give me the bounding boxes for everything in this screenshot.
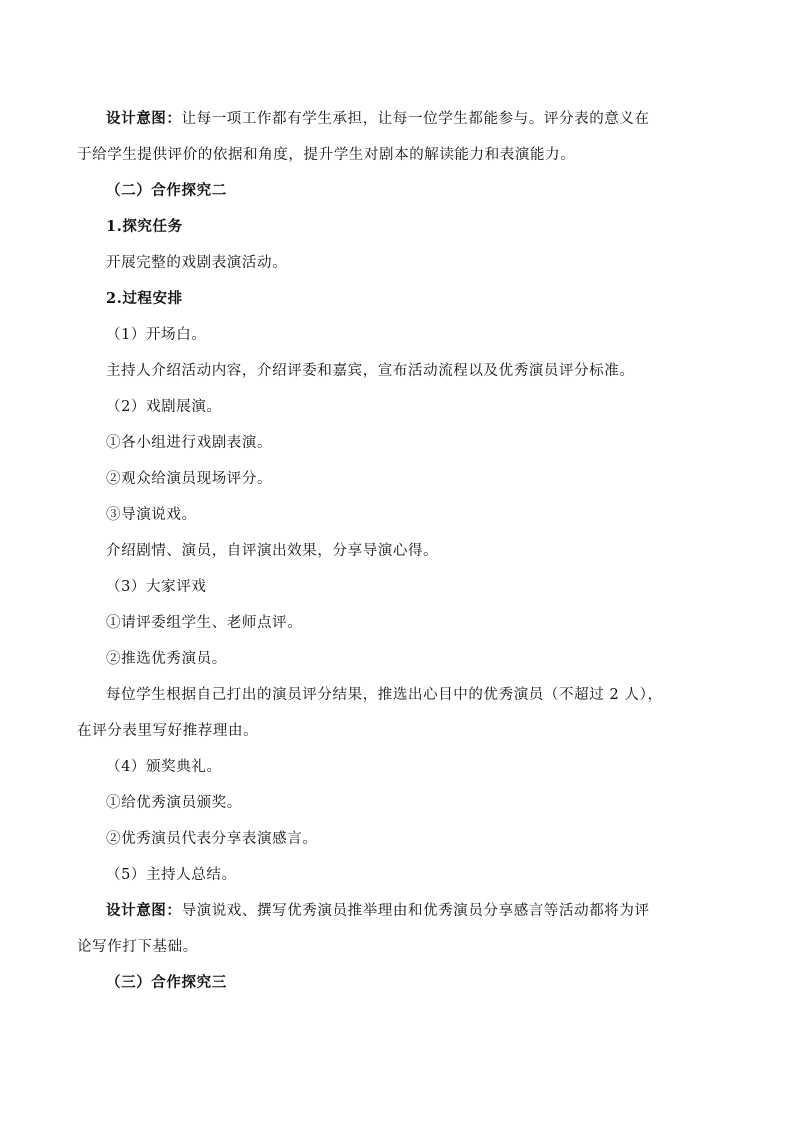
design-intent-label: 设计意图： <box>106 110 182 127</box>
design-intent-paragraph-2-continued: 论写作打下基础。 <box>77 939 198 955</box>
step-4: （4）颁奖典礼。 <box>106 759 222 775</box>
design-intent-text: 让每一项工作都有学生承担，让每一位学生都能参与。评分表的意义在 <box>181 111 650 127</box>
step-2-item-1: ①各小组进行戏剧表演。 <box>106 435 273 451</box>
step-1: （1）开场白。 <box>106 327 207 343</box>
step-2-item-3: ③导演说戏。 <box>106 507 197 523</box>
design-intent-label-2: 设计意图： <box>106 902 182 919</box>
section-heading-3: （三）合作探究三 <box>106 974 227 991</box>
design-intent-paragraph-2 <box>106 901 746 921</box>
section-heading-2: （二）合作探究二 <box>106 182 227 199</box>
step-5: （5）主持人总结。 <box>106 867 237 883</box>
subheading-task: 1.探究任务 <box>106 218 183 235</box>
task-text: 开展完整的戏剧表演活动。 <box>106 255 288 271</box>
step-3-item-2-text: 每位学生根据自己打出的演员评分结果，推选出心目中的优秀演员（不超过 2 人）， <box>106 687 663 703</box>
step-1-text: 主持人介绍活动内容，介绍评委和嘉宾，宣布活动流程以及优秀演员评分标准。 <box>106 363 635 379</box>
step-4-item-1: ①给优秀演员颁奖。 <box>106 795 242 811</box>
step-4-item-2: ②优秀演员代表分享表演感言。 <box>106 831 318 847</box>
step-3: （3）大家评戏 <box>106 579 207 595</box>
step-3-item-2: ②推选优秀演员。 <box>106 651 227 667</box>
subheading-process: 2.过程安排 <box>106 290 183 307</box>
design-intent-paragraph-1-continued: 于给学生提供评价的依据和角度，提升学生对剧本的解读能力和表演能力。 <box>77 147 576 163</box>
step-2-item-3-text: 介绍剧情、演员，自评演出效果，分享导演心得。 <box>106 543 439 559</box>
step-2-item-2: ②观众给演员现场评分。 <box>106 471 273 487</box>
step-3-item-2-text-continued: 在评分表里写好推荐理由。 <box>77 723 259 739</box>
design-intent-paragraph-1 <box>106 109 746 129</box>
step-3-item-1: ①请评委组学生、老师点评。 <box>106 615 303 631</box>
design-intent-text-2: 导演说戏、撰写优秀演员推举理由和优秀演员分享感言等活动都将为评 <box>181 903 650 919</box>
step-2: （2）戏剧展演。 <box>106 399 222 415</box>
